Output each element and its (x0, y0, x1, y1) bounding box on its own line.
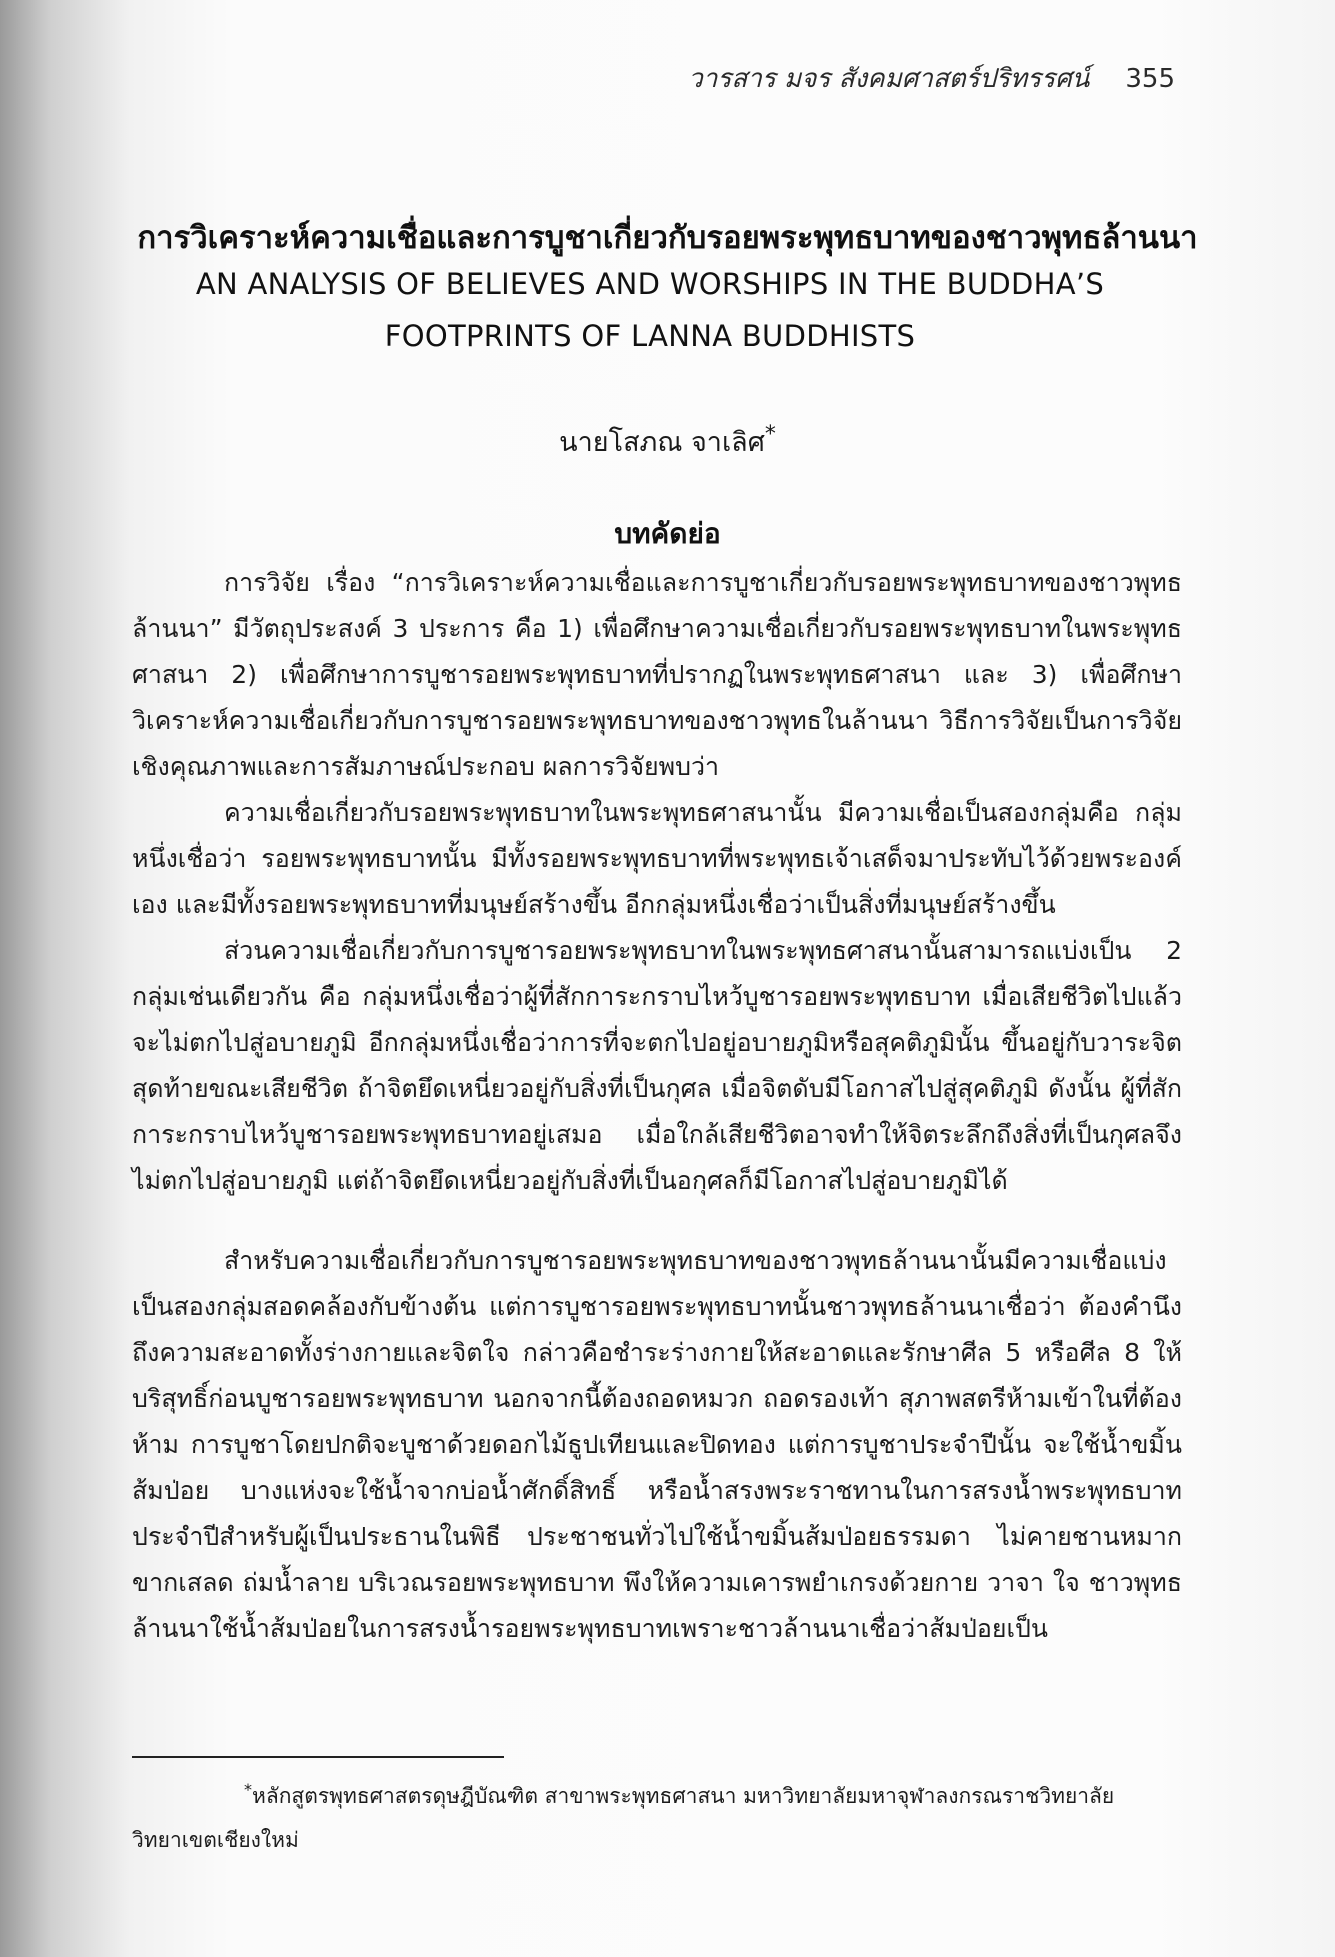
abstract-paragraph: ความเชื่อเกี่ยวกับรอยพระพุทธบาทในพระพุทธศาสนานั้น มีความเชื่อเป็นสองกลุ่มคือ กลุ่มหนึ่งเชื่อว่า รอยพระพุทธบาทนั้น มีทั้งรอยพระพุทธบาทที่พระพุทธเจ้าเสด็จมาประทับไว้ด้วยพระองค์เอง และมีทั้งรอยพระพุทธบาทที่มนุษย์สร้างขึ้น อีกกลุ่มหนึ่งเชื่อว่าเป็นสิ่งที่มนุษย์สร้างขึ้น (132, 798, 1182, 919)
abstract-body (132, 560, 1182, 1652)
abstract-paragraph: สำหรับความเชื่อเกี่ยวกับการบูชารอยพระพุทธบาทของชาวพุทธล้านนานั้นมีความเชื่อแบ่งเป็นสองกลุ่มสอดคล้องกับข้างต้น แต่การบูชารอยพระพุทธบาทนั้นชาวพุทธล้านนาเชื่อว่า ต้องคำนึงถึงความสะอาดทั้งร่างกายและจิตใจ กล่าวคือชำระร่างกายให้สะอาดและรักษาศีล 5 หรือศีล 8 ให้บริสุทธิ์ก่อนบูชารอยพระพุทธบาท นอกจากนี้ต้องถอดหมวก ถอดรองเท้า สุภาพสตรีห้ามเข้าในที่ต้องห้าม การบูชาโดยปกติจะบูชาด้วยดอกไม้ธูปเทียนและปิดทอง แต่การบูชาประจำปีนั้น จะใช้น้ำขมิ้นส้มป่อย บางแห่งจะใช้น้ำจากบ่อน้ำศักดิ์สิทธิ์ หรือน้ำสรงพระราชทานในการสรงน้ำพระพุทธบาทประจำปีสำหรับผู้เป็นประธานในพิธี ประชาชนทั่วไปใช้น้ำขมิ้นส้มป่อยธรรมดา ไม่คายชานหมาก ขากเสลด ถ่มน้ำลาย บริเวณรอยพระพุทธบาท พึงให้ความเคารพยำเกรงด้วยกาย วาจา ใจ ชาวพุทธล้านนาใช้น้ำส้มป่อยในการสรงน้ำรอยพระพุทธบาทเพราะชาวล้านนาเชื่อว่าส้มป่อยเป็น (132, 1246, 1182, 1643)
running-header (688, 58, 1175, 99)
footnote-text: หลักสูตรพุทธศาสตรดุษฎีบัณฑิต สาขาพระพุทธศาสนา มหาวิทยาลัยมหาจุฬาลงกรณราชวิทยาลัย วิทยาเขตเชียงใหม่ (132, 1784, 1115, 1852)
abstract-paragraph: การวิจัย เรื่อง “การวิเคราะห์ความเชื่อและการบูชาเกี่ยวกับรอยพระพุทธบาทของชาวพุทธล้านนา” มีวัตถุประสงค์ 3 ประการ คือ 1) เพื่อศึกษาความเชื่อเกี่ยวกับรอยพระพุทธบาทในพระพุทธศาสนา 2) เพื่อศึกษาการบูชารอยพระพุทธบาทที่ปรากฏในพระพุทธศาสนา และ 3) เพื่อศึกษาวิเคราะห์ความเชื่อเกี่ยวกับการบูชารอยพระพุทธบาทของชาวพุทธในล้านนา วิธีการวิจัยเป็นการวิจัยเชิงคุณภาพและการสัมภาษณ์ประกอบ ผลการวิจัยพบว่า (132, 568, 1182, 781)
footnote-divider (132, 1756, 504, 1758)
journal-name: วารสาร มจร สังคมศาสตร์ปริทรรศน์ (688, 64, 1090, 94)
author-footnote-marker: * (764, 422, 776, 447)
abstract-heading: บทคัดย่อ (614, 517, 721, 550)
abstract-paragraph: ส่วนความเชื่อเกี่ยวกับการบูชารอยพระพุทธบาทในพระพุทธศาสนานั้นสามารถแบ่งเป็น 2 กลุ่มเช่นเดียวกัน คือ กลุ่มหนึ่งเชื่อว่าผู้ที่สักการะกราบไหว้บูชารอยพระพุทธบาท เมื่อเสียชีวิตไปแล้ว จะไม่ตกไปสู่อบายภูมิ อีกกลุ่มหนึ่งเชื่อว่าการที่จะตกไปอยู่อบายภูมิหรือสุคติภูมินั้น ขึ้นอยู่กับวาระจิตสุดท้ายขณะเสียชีวิต ถ้าจิตยึดเหนี่ยวอยู่กับสิ่งที่เป็นกุศล เมื่อจิตดับมีโอกาสไปสู่สุคติภูมิ ดังนั้น ผู้ที่สักการะกราบไหว้บูชารอยพระพุทธบาทอยู่เสมอ เมื่อใกล้เสียชีวิตอาจทำให้จิตระลึกถึงสิ่งที่เป็นกุศลจึงไม่ตกไปสู่อบายภูมิ แต่ถ้าจิตยึดเหนี่ยวอยู่กับสิ่งที่เป็นอกุศลก็มีโอกาสไปสู่อบายภูมิได้ (132, 936, 1182, 1195)
page-number: 355 (1125, 64, 1175, 94)
footnote-marker: * (244, 1780, 252, 1799)
author-line (0, 420, 1335, 463)
title-english: AN ANALYSIS OF BELIEVES AND WORSHIPS IN THE BUDDHA’S FOOTPRINTS OF LANNA BUDDHISTS (195, 267, 1105, 353)
title-thai: การวิเคราะห์ความเชื่อและการบูชาเกี่ยวกับรอยพระพุทธบาทของชาวพุทธล้านนา (137, 220, 1198, 256)
author-name: นายโสภณ จาเลิศ (559, 427, 765, 458)
footnote (132, 1768, 1182, 1862)
